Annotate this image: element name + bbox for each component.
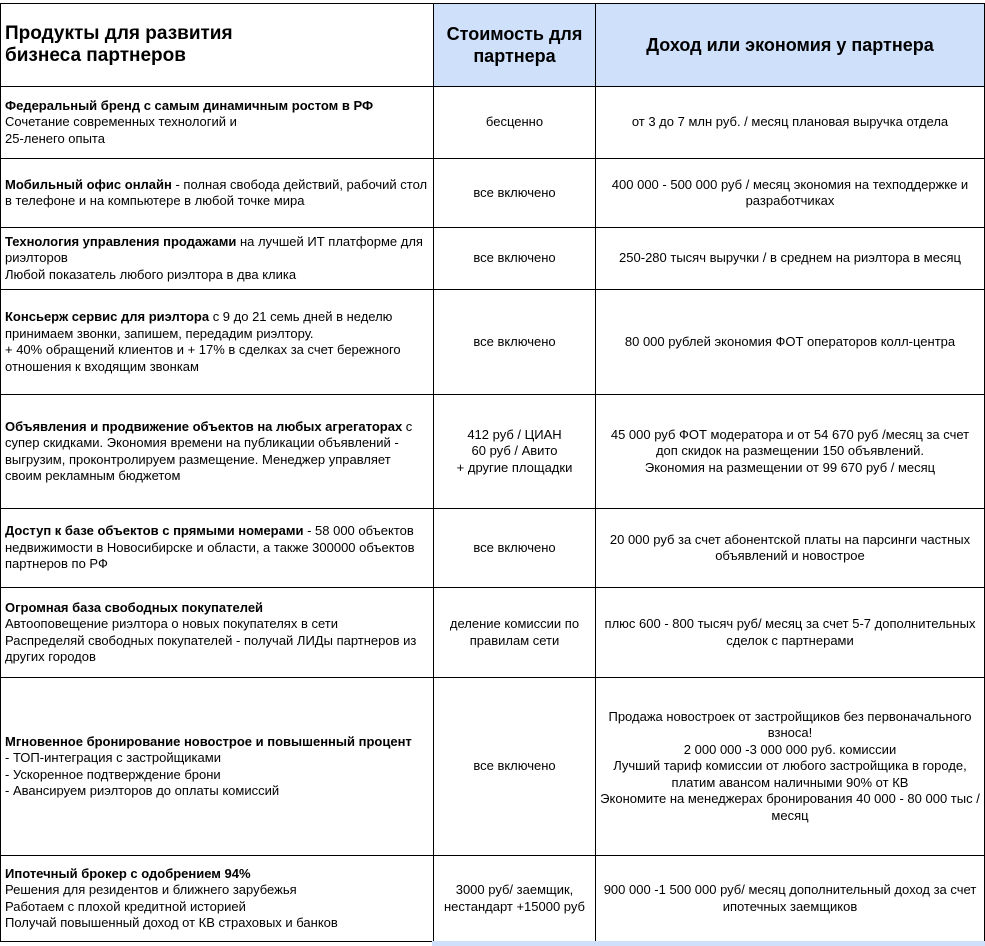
income-cell: плюс 600 - 800 тысяч руб/ месяц за счет 5-7 дополнительных сделок с партнерами <box>596 588 985 678</box>
table-row <box>1 856 985 942</box>
cost-cell: все включено <box>434 290 596 395</box>
header-products: Продукты для развития бизнеса партнеров <box>1 4 434 87</box>
cost-cell: деление комиссии по правилам сети <box>434 588 596 678</box>
income-cell: Продажа новостроек от застройщиков без первоначального взноса! 2 000 000 -3 000 000 руб. комиссии Лучший тариф комиссии от любого застройщика в городе, платим авансом наличными 90% от КВ Экономите на менеджерах бронирования 40 000 - 80 000 тыс / месяц <box>596 678 985 856</box>
income-cell: 900 000 -1 500 000 руб/ месяц дополнительный доход за счет ипотечных заемщиков <box>596 856 985 942</box>
product-cell <box>1 678 434 856</box>
product-description: Сочетание современных технологий и 25-ленего опыта <box>5 114 237 146</box>
table-row <box>1 87 985 159</box>
header-cost: Стоимость для партнера <box>434 4 596 87</box>
cost-cell: 412 руб / ЦИАН 60 руб / Авито + другие площадки <box>434 395 596 509</box>
income-cell: 20 000 руб за счет абонентской платы на парсинги частных объявлений и новострое <box>596 509 985 588</box>
table-row <box>1 509 985 588</box>
table-row <box>1 588 985 678</box>
income-cell: 80 000 рублей экономия ФОТ операторов колл-центра <box>596 290 985 395</box>
product-cell <box>1 509 434 588</box>
partner-products-table <box>0 3 985 942</box>
table-row <box>1 678 985 856</box>
product-title: Федеральный бренд с самым динамичным ростом в РФ <box>5 97 374 113</box>
product-description: на лучшей ИТ платформе для риэлторов Любой показатель любого риэлтора в два клика <box>5 233 423 282</box>
product-description: Автооповещение риэлтора о новых покупателях в сети Распределяй свободных покупателей - получай ЛИДы партнеров из других городов <box>5 616 417 664</box>
table-row <box>1 290 985 395</box>
product-description: с 9 до 21 семь дней в неделю принимаем звонки, запишем, передадим риэлтору. + 40% обращений клиентов и + 17% в сделках за счет бережного отношения к входящим звонкам <box>5 309 401 374</box>
product-description: - 58 000 объектов недвижимости в Новосибирске и области, а также 300000 объектов партнеров по РФ <box>5 523 415 572</box>
cost-cell: бесценно <box>434 87 596 159</box>
table-row <box>1 228 985 290</box>
product-description: - ТОП-интеграция с застройщиками - Ускоренное подтверждение брони - Авансируем риэлторов до оплаты комиссий <box>5 750 280 798</box>
product-title: Огромная база свободных покупателей <box>5 599 264 615</box>
income-cell: 45 000 руб ФОТ модератора и от 54 670 руб /месяц за счет доп скидок на размещении 150 объявлений. Экономия на размещении от 99 670 руб / месяц <box>596 395 985 509</box>
product-title: Консьерж сервис для риэлтора <box>5 309 210 324</box>
product-cell <box>1 87 434 159</box>
table-row <box>1 395 985 509</box>
cost-cell: все включено <box>434 159 596 228</box>
table-row <box>1 159 985 228</box>
product-title: Мгновенное бронирование новострое и повышенный процент <box>5 733 412 749</box>
header-row <box>1 4 985 87</box>
income-cell: от 3 до 7 млн руб. / месяц плановая выручка отдела <box>596 87 985 159</box>
product-title: Технология управления продажами <box>5 233 237 249</box>
next-row-fill <box>432 941 985 946</box>
product-description: с супер скидками. Экономия времени на публикации объявлений - выгрузим, проконтролируем размещение. Менеджер управляет своим рекламным бюджетом <box>5 418 413 483</box>
cost-cell: все включено <box>434 228 596 290</box>
product-title: Ипотечный брокер с одобрением 94% <box>5 865 251 881</box>
product-cell <box>1 856 434 942</box>
product-title: Объявления и продвижение объектов на любых агрегаторах <box>5 418 403 434</box>
product-title: Мобильный офис онлайн <box>5 176 172 192</box>
product-cell <box>1 228 434 290</box>
cost-cell: 3000 руб/ заемщик, нестандарт +15000 руб <box>434 856 596 942</box>
income-cell: 250-280 тысяч выручки / в среднем на риэлтора в месяц <box>596 228 985 290</box>
cost-cell: все включено <box>434 678 596 856</box>
product-cell <box>1 159 434 228</box>
product-cell <box>1 395 434 509</box>
cost-cell: все включено <box>434 509 596 588</box>
product-description: - полная свобода действий, рабочий стол в телефоне и на компьютере в любой точке мира <box>5 176 428 208</box>
product-cell <box>1 588 434 678</box>
product-cell <box>1 290 434 395</box>
header-income: Доход или экономия у партнера <box>596 4 985 87</box>
product-title: Доступ к базе объектов с прямыми номерами <box>5 523 304 539</box>
product-description: Решения для резидентов и ближнего зарубежья Работаем с плохой кредитной историей Получай повышенный доход от КВ страховых и банков <box>5 882 338 930</box>
income-cell: 400 000 - 500 000 руб / месяц экономия на техподдержке и разработчиках <box>596 159 985 228</box>
